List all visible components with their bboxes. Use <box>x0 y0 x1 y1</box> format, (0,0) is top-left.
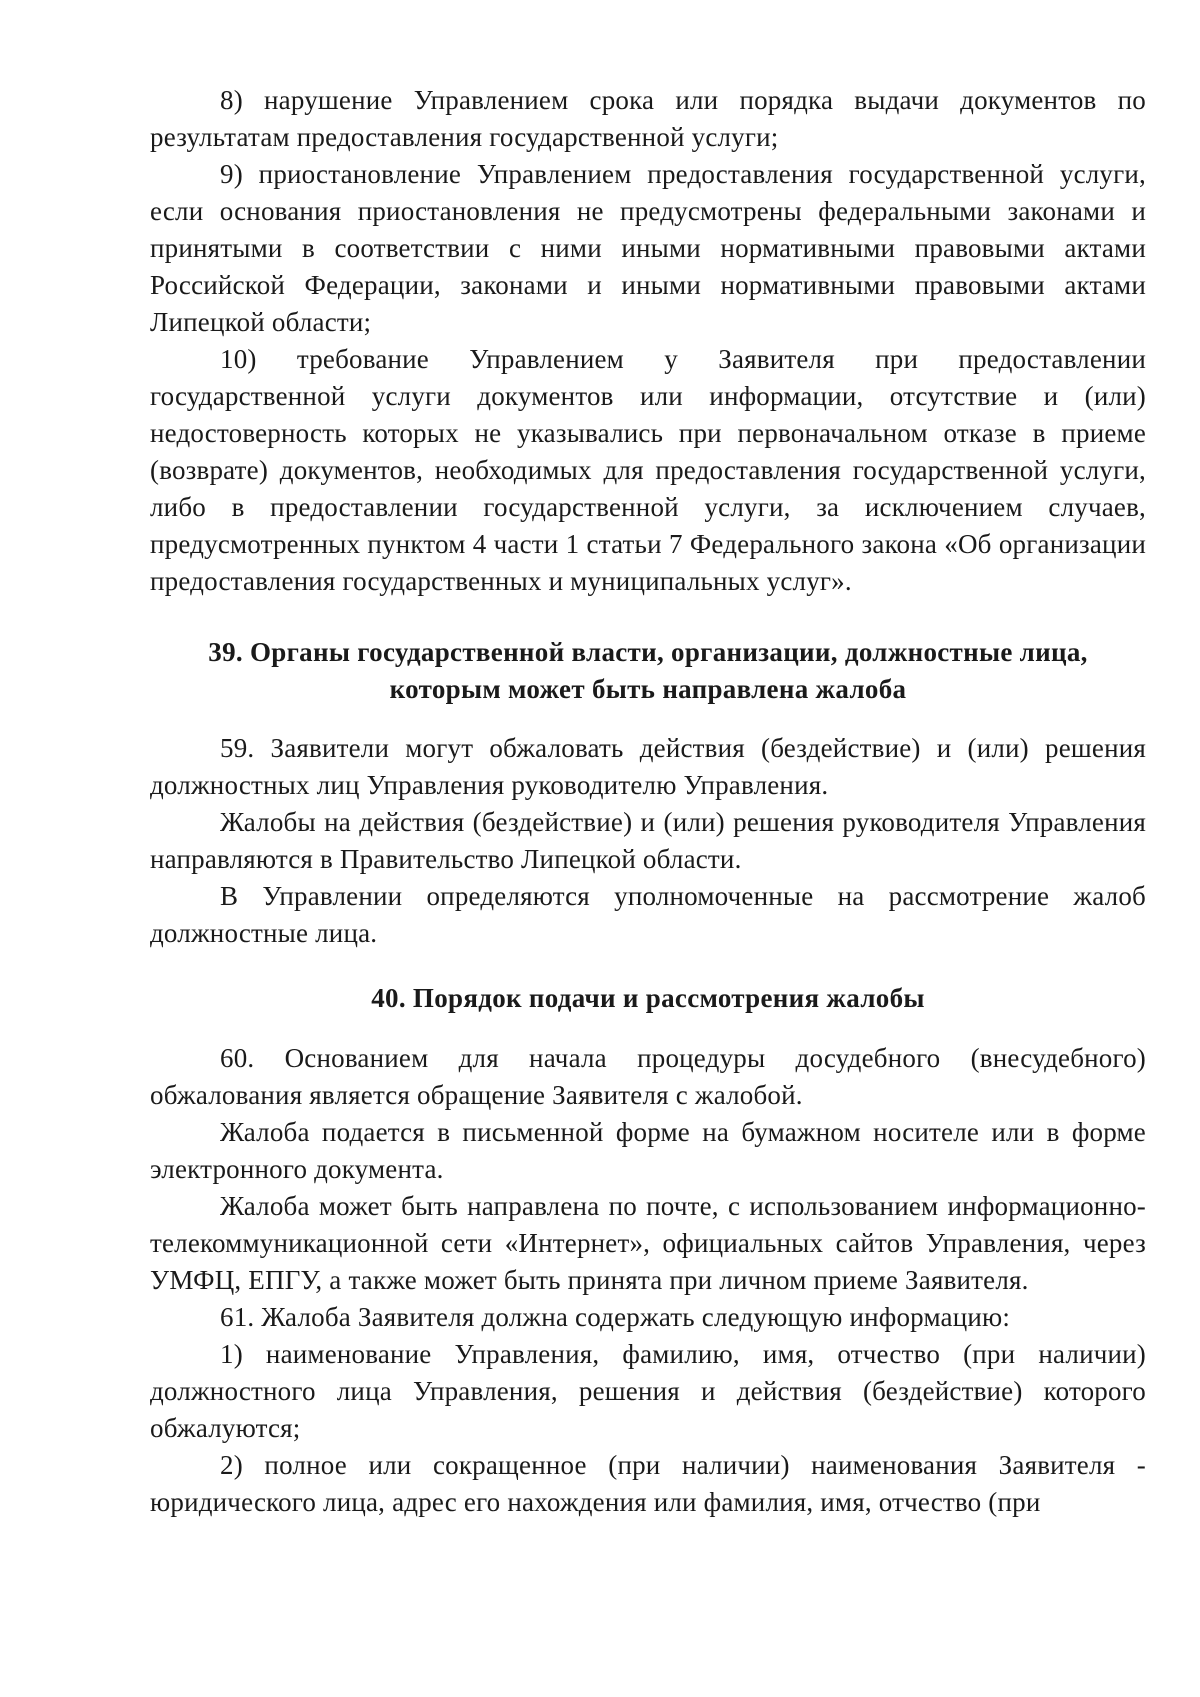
section-heading-39 <box>150 634 1146 708</box>
section-39-body <box>150 730 1146 952</box>
paragraph-written-form: Жалоба подается в письменной форме на бумажном носителе или в форме электронного документа. <box>150 1117 1146 1184</box>
paragraph-authorized-officials: В Управлении определяются уполномоченные на рассмотрение жалоб должностные лица. <box>150 881 1146 948</box>
paragraph-complaints-head: Жалобы на действия (бездействие) и (или) решения руководителя Управления направляются в Правительство Липецкой области. <box>150 807 1146 874</box>
heading-40: 40. Порядок подачи и рассмотрения жалобы <box>371 983 925 1013</box>
paragraph-60: 60. Основанием для начала процедуры досудебного (внесудебного) обжалования является обращение Заявителя с жалобой. <box>150 1043 1146 1110</box>
paragraph-item-9: 9) приостановление Управлением предоставления государственной услуги, если основания приостановления не предусмотрены федеральными законами и принятыми в соответствии с ними иными нормативными правовыми актами Российской Федерации, законами и иными нормативными правовыми актами Липецкой области; <box>150 159 1146 337</box>
section-40-body <box>150 1040 1146 1521</box>
paragraph-59: 59. Заявители могут обжаловать действия (бездействие) и (или) решения должностных лиц Управления руководителю Управления. <box>150 733 1146 800</box>
paragraph-61-item-1: 1) наименование Управления, фамилию, имя, отчество (при наличии) должностного лица Управления, решения и действия (бездействие) которого обжалуются; <box>150 1339 1146 1443</box>
paragraph-submission-channels: Жалоба может быть направлена по почте, с использованием информационно-телекоммуникационной сети «Интернет», официальных сайтов Управления, через УМФЦ, ЕПГУ, а также может быть принята при личном приеме Заявителя. <box>150 1191 1146 1295</box>
heading-39-line-1: 39. Органы государственной власти, организации, должностные лица, <box>208 637 1088 667</box>
paragraph-61-item-2: 2) полное или сокращенное (при наличии) наименования Заявителя - юридического лица, адрес его нахождения или фамилия, имя, отчество (при <box>150 1450 1146 1517</box>
paragraph-item-10: 10) требование Управлением у Заявителя при предоставлении государственной услуги документов или информации, отсутствие и (или) недостоверность которых не указывались при первоначальном отказе в приеме (возврате) документов, необходимых для предоставления государственной услуги, либо в предоставлении государственной услуги, за исключением случаев, предусмотренных пунктом 4 части 1 статьи 7 Федерального закона «Об организации предоставления государственных и муниципальных услуг». <box>150 344 1146 596</box>
heading-39-line-2: которым может быть направлена жалоба <box>389 674 907 704</box>
paragraph-item-8: 8) нарушение Управлением срока или порядка выдачи документов по результатам предоставления государственной услуги; <box>150 85 1146 152</box>
section-heading-40 <box>150 980 1146 1017</box>
paragraph-61: 61. Жалоба Заявителя должна содержать следующую информацию: <box>220 1302 1011 1332</box>
section-38-continuation <box>150 82 1146 600</box>
